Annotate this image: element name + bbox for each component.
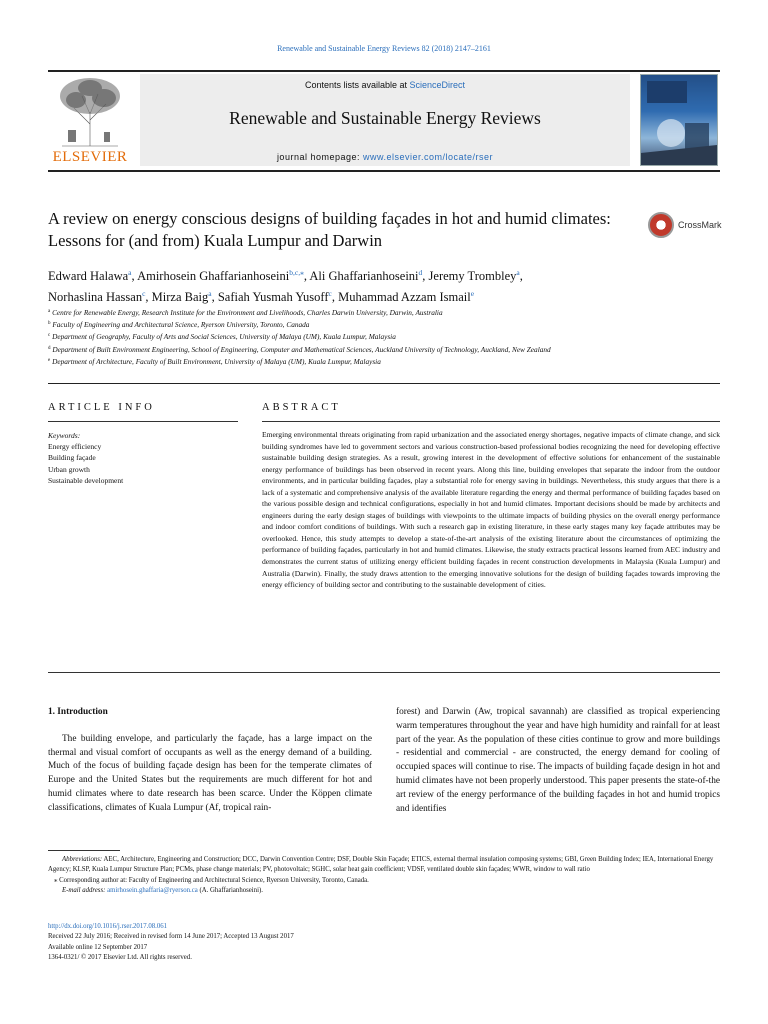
crossmark-badge[interactable] (648, 212, 728, 242)
author-name[interactable]: Mirza Baig (151, 290, 209, 304)
article-info-heading: ARTICLE INFO (48, 402, 155, 413)
homepage-prefix: journal homepage: (276, 152, 363, 162)
copyright-line: 1364-0321/ © 2017 Elsevier Ltd. All rights reserved. (48, 953, 192, 961)
crossmark-icon (648, 212, 674, 238)
affiliation-text: Department of Architecture, Faculty of Built Environment, University of Malaya (UM), Kuala Lumpur, Malaysia (52, 356, 381, 366)
journal-homepage (140, 152, 630, 162)
affiliation-sup: d (48, 345, 51, 351)
author-affil-sup[interactable]: c (142, 289, 146, 298)
abstract-heading: ABSTRACT (262, 402, 341, 413)
info-top-rule (48, 383, 720, 384)
affiliation-sup: e (48, 357, 51, 363)
affiliation-sup: b (48, 321, 51, 327)
affiliation-text: Department of Built Environment Engineering, School of Engineering, Computer and Mathematical Sciences, Auckland University of Technology, Auckland, New Zealand (52, 344, 551, 354)
author-affil-sup[interactable]: e (470, 289, 475, 298)
keyword-item: Energy efficiency (48, 442, 102, 452)
author-name[interactable]: Ali Ghaffarianhoseini (309, 269, 419, 283)
cover-image-icon (641, 75, 717, 165)
affiliation-item (48, 355, 720, 367)
author-name[interactable]: Norhaslina Hassan (48, 290, 143, 304)
elsevier-tree-icon (52, 74, 128, 148)
affiliation-text: Department of Geography, Faculty of Arts and Social Sciences, University of Malaya (UM), Kuala Lumpur, Malaysia (52, 332, 396, 342)
affiliation-sup: a (48, 309, 51, 314)
journal-citation[interactable]: Renewable and Sustainable Energy Reviews 82 (2018) 2147–2161 (277, 44, 491, 53)
body-paragraph: forest) and Darwin (Aw, tropical savannah) are classified as tropical experiencing warm temperatures throughout the year and have high humidity and rainfall for at least part of the year. As the population of these cities continue to grow and more buildings - residential and commercial - are constructed, the energy demand for cooling of occupied spaces will continue to rise. The impacts of building façade design in hot and humid climates have not been properly understood. This paper presents the state-of-the art review of the energy performance of the building façades in hot and humid tropics and identifies (396, 707, 720, 814)
abbreviations-label: Abbreviations: (62, 856, 103, 863)
corresponding-author-footnote: ⁎ Corresponding author at: Faculty of Engineering and Architectural Science, Ryerson University, Toronto, Canada. (54, 876, 369, 884)
contents-prefix: Contents lists available at (304, 80, 410, 90)
journal-title: Renewable and Sustainable Energy Reviews (229, 108, 541, 128)
contents-line (140, 80, 630, 90)
journal-cover-thumbnail[interactable] (640, 74, 718, 166)
body-paragraph: The building envelope, and particularly the façade, has a large impact on the thermal and visual comfort of occupants as well as the energy demand of a building. Much of the focus of building façade design has been for the temperate climates of Europe and the United States but the requirements are much different for hot and humid climates where to date research has been scarce. Under the Köppen climate classifications, climates of Kuala Lumpur (Af, tropical rain- (48, 733, 372, 813)
author-line-2: Norhaslina Hassan$^c$, Mirza Baig$^a$, Safiah Yusmah Yusoff$^c$, Muhammad Azzam Ismail$^e$ (48, 289, 475, 304)
abstract-rule (262, 421, 720, 422)
doi-link[interactable]: http://dx.doi.org/10.1016/j.rser.2017.08.061 (48, 923, 168, 930)
email-suffix: (A. Ghaffarianhoseini). (197, 886, 263, 894)
footnotes (48, 855, 720, 896)
author-affil-sup[interactable]: b,c,⁎ (289, 268, 304, 277)
author-name[interactable]: Edward Halawa (48, 269, 129, 283)
article-info-rule (48, 421, 238, 422)
abstract-text: Emerging environmental threats originating from rapid urbanization and the associated energy shortages, negative impacts of climate change, and sick building syndromes have led to government sectors and various construction-based professional bodies recognizing the need for developing effective sustainable building design strategies. As a result, growing interest in the development of effective solutions for enhancement of the sustainable energy performance of buildings has been observed in recent years. Along this line, building envelopes that separate the indoor from the outdoor environments, and in particular building façades, play a substantial role for energy saving in buildings. Nevertheless, this study argues that there is a lack of a systematic and comprehensive analysis of the available literature regarding the energy and thermal performance of building façades based on the various possible design and technical configurations, especially in hot and humid climates. Important decisions should be made by architects and engineers during the early design stages of buildings with viewpoints to the ultimate impacts of building physics on the overall energy performance and indoor comfort conditions of buildings. With such a research gap in existing literature, in these early stages many key façade attributes may be overlooked. Hence, this study attempts to develop a state-of-the-art analysis of the existing literature about the circumstances of optimizing the performance of building façades, particularly in hot and humid climates. Likewise, the study extracts practical lessons learned from AEC industry and demonstrates the current status of utilizing energy efficient building façades in recent construction developments in Malaysia (Kuala Lumpur) and Australia (Darwin). Finally, the study draws attention to the emerging innovative solutions for the design of building façades towards improving the energy efficiency of building sector and contributing to the sustainable development of cities. (262, 430, 720, 590)
author-name[interactable]: Muhammad Azzam Ismail (338, 290, 471, 304)
author-list (48, 264, 720, 306)
publisher-name: ELSEVIER (52, 149, 128, 165)
elsevier-logo[interactable] (48, 74, 132, 166)
footnote-rule (48, 850, 120, 851)
affiliation-item (48, 343, 720, 355)
affiliation-item (48, 318, 720, 330)
received-dates: Received 22 July 2016; Received in revised form 14 June 2017; Accepted 13 August 2017 (48, 933, 294, 941)
keyword-item: Sustainable development (48, 475, 124, 485)
affiliation-item (48, 306, 720, 318)
header-bottom-rule (48, 170, 720, 172)
publication-info (48, 922, 720, 963)
abstract-bottom-rule (48, 672, 720, 673)
affiliation-text: Centre for Renewable Energy, Research Institute for the Environment and Livelihoods, Charles Darwin University, Darwin, Australia (52, 308, 443, 317)
email-label: E-mail address: (62, 886, 106, 894)
keyword-item: Urban growth (48, 464, 90, 474)
affiliations (48, 306, 720, 367)
abbreviations-text: AEC, Architecture, Engineering and Construction; DCC, Darwin Convention Centre; DSF, Double Skin Façade; ETICS, external thermal insulation composing systems; GBI, Green Building Index; IEA, International Energy Agency; KLSP, Kuala Lumpur Structure Plan; PCMs, phase change materials; PV, photovoltaic; SGHC, solar heat gain coefficient; VDSF, ventilated double skin façades; WWR, window to wall ratio (48, 856, 714, 874)
keywords-label: Keywords: (48, 431, 81, 440)
email-link[interactable]: amirhosein.ghaffaria@ryerson.ca (107, 886, 198, 894)
author-affil-sup[interactable]: c (328, 289, 332, 298)
author-name[interactable]: Amirhosein Ghaffarianhoseini (137, 269, 290, 283)
author-name[interactable]: Safiah Yusmah Yusoff (217, 290, 329, 304)
keyword-item: Building façade (48, 453, 96, 463)
homepage-link[interactable]: www.elsevier.com/locate/rser (363, 152, 494, 162)
author-affil-sup[interactable]: a (516, 268, 520, 277)
sciencedirect-link[interactable]: ScienceDirect (409, 80, 466, 90)
author-affil-sup[interactable]: d (418, 268, 423, 277)
section-heading-introduction: 1. Introduction (48, 707, 108, 717)
author-affil-sup[interactable]: a (208, 289, 212, 298)
crossmark-label: CrossMark (678, 220, 722, 230)
article-title: A review on energy conscious designs of building façades in hot and humid climates: Lessons for (and from) Kuala Lumpur and Darwin (48, 209, 611, 250)
keywords-block (48, 430, 238, 486)
online-date: Available online 12 September 2017 (48, 943, 148, 951)
affiliation-item (48, 330, 720, 342)
author-affil-sup[interactable]: a (128, 268, 132, 277)
abbreviations-footnote (48, 855, 720, 876)
author-line-1: Edward Halawa$^a$, Amirhosein Ghaffarianhoseini$^{b,c,⁎}$, Ali Ghaffarianhoseini$^d$, Jeremy Trombley$^a$, (48, 268, 523, 283)
header-top-rule (48, 70, 720, 72)
body-right-column (396, 706, 720, 816)
affiliation-sup: c (48, 333, 51, 339)
author-name[interactable]: Jeremy Trombley (428, 269, 517, 283)
affiliation-text: Faculty of Engineering and Architectural Science, Ryerson University, Toronto, Canada (52, 320, 310, 330)
body-left-column (48, 706, 372, 816)
email-footnote (48, 886, 720, 896)
